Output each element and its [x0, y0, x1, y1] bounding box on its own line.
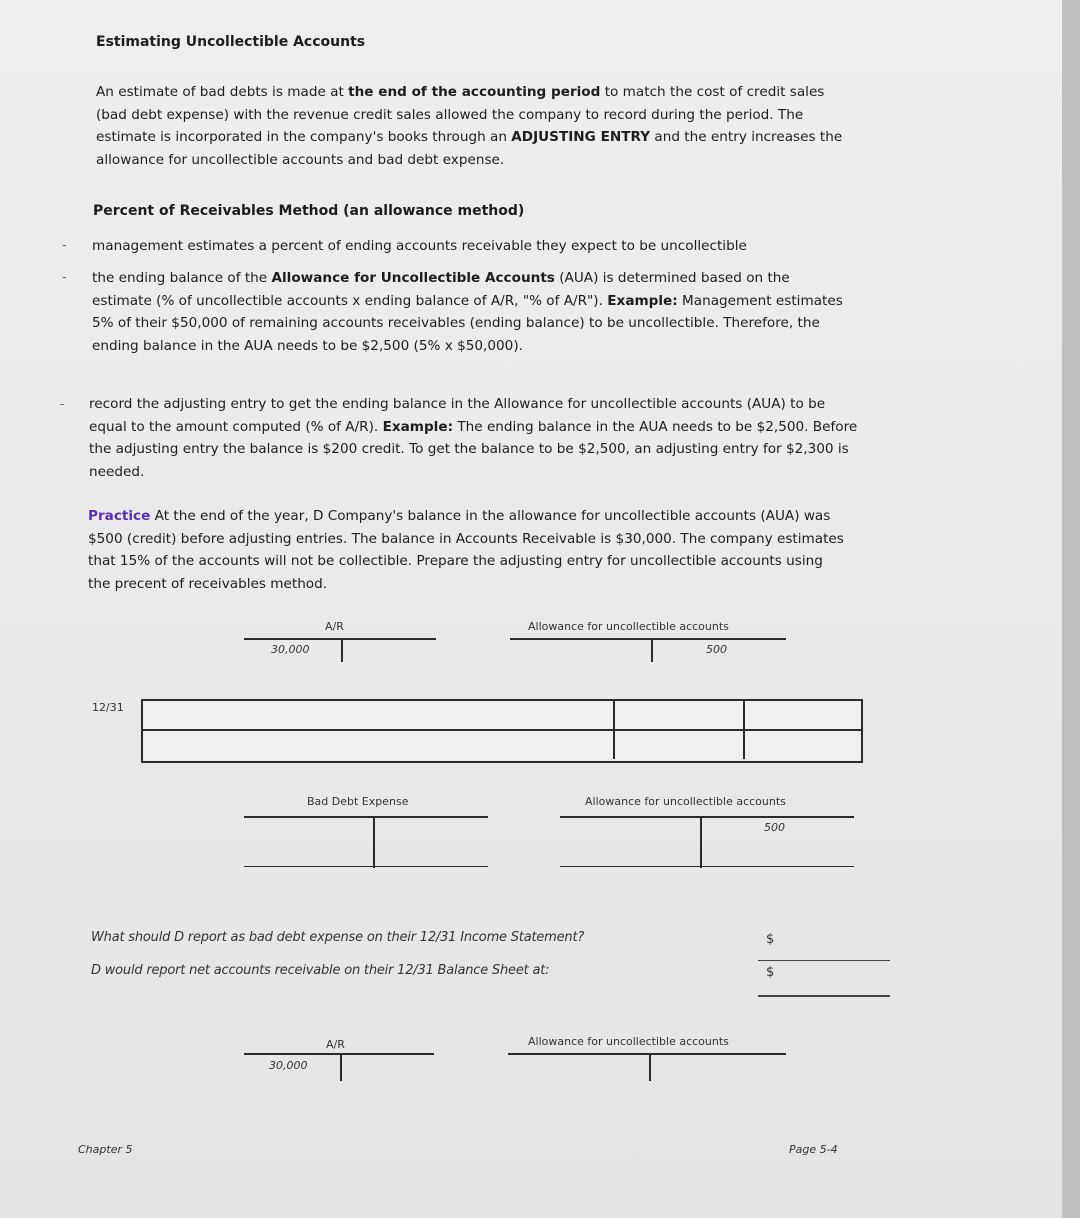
t-account-top-line — [244, 1053, 434, 1055]
footer-page-number: Page 5-4 — [789, 1143, 838, 1156]
dollar-sign: $ — [766, 932, 775, 947]
dollar-sign: $ — [766, 965, 775, 980]
journal-debit-cell[interactable] — [615, 731, 745, 759]
journal-row — [143, 731, 861, 759]
t-account-total-line — [244, 866, 488, 867]
right-scroll-strip — [1062, 0, 1080, 1218]
journal-credit-cell[interactable] — [745, 701, 861, 729]
bullet-dash: - — [60, 397, 65, 411]
bullet-dash: - — [62, 270, 67, 284]
answer-blank-net-receivable[interactable] — [758, 995, 890, 997]
question-net-receivable: D would report net accounts receivable on their 12/31 Balance Sheet at: — [91, 963, 550, 978]
t-account-debit-value: 30,000 — [271, 643, 310, 656]
t-account-divider — [373, 816, 375, 868]
journal-account-cell[interactable] — [143, 701, 615, 729]
bullet-dash: - — [62, 238, 67, 252]
t-account-title: A/R — [326, 1038, 345, 1051]
t-account-top-line — [560, 816, 854, 818]
journal-row — [143, 701, 861, 729]
t-account-divider — [651, 638, 653, 662]
page-title: Estimating Uncollectible Accounts — [96, 34, 366, 50]
journal-entry-table — [141, 699, 863, 763]
t-account-credit-value: 500 — [706, 643, 727, 656]
t-account-title: Allowance for uncollectible accounts — [585, 795, 786, 808]
journal-credit-cell[interactable] — [745, 731, 861, 759]
t-account-top-line — [244, 816, 488, 818]
bullet-1: management estimates a percent of ending accounts receivable they expect to be uncollectible — [92, 238, 747, 254]
intro-paragraph: An estimate of bad debts is made at the end of the accounting period to match the cost of credit sales (bad debt expense) with the revenue credit sales allowed the company to record during the period. The estimate is incorporated in the company's books through an ADJUSTING ENTRY and the entry increases the allowance for uncollectible accounts and bad debt expense. — [96, 84, 843, 168]
t-account-top-line — [510, 638, 786, 640]
t-account-total-line — [560, 866, 854, 867]
bullet-2: the ending balance of the Allowance for Uncollectible Accounts (AUA) is determined based on the estimate (% of uncollectible accounts x ending balance of A/R, "% of A/R"). Example: Management estimates 5% of their $50,000 of remaining accounts receivables (ending balance) to be uncollectible. Therefore, the ending balance in the AUA needs to be $2,500 (5% x $50,000). — [92, 270, 843, 354]
t-account-divider — [340, 1053, 342, 1081]
t-account-divider — [649, 1053, 651, 1081]
t-account-top-line — [244, 638, 436, 640]
journal-date: 12/31 — [92, 701, 124, 714]
method-heading: Percent of Receivables Method (an allowance method) — [93, 203, 525, 219]
t-account-title: A/R — [325, 620, 344, 633]
t-account-title: Bad Debt Expense — [307, 795, 409, 808]
t-account-title: Allowance for uncollectible accounts — [528, 1035, 729, 1048]
t-account-divider — [700, 816, 702, 868]
footer-chapter: Chapter 5 — [78, 1143, 133, 1156]
journal-debit-cell[interactable] — [615, 701, 745, 729]
answer-blank-bad-debt[interactable] — [758, 960, 890, 961]
t-account-top-line — [508, 1053, 786, 1055]
bullet-3: record the adjusting entry to get the ending balance in the Allowance for uncollectible accounts (AUA) to be equal to the amount computed (% of A/R). Example: The ending balance in the AUA needs to be $2,500. Before the adjusting entry the balance is $200 credit. To get the balance to be $2,500, an adjusting entry for $2,300 is needed. — [89, 396, 858, 480]
journal-account-cell[interactable] — [143, 731, 615, 759]
question-bad-debt-expense: What should D report as bad debt expense on their 12/31 Income Statement? — [91, 930, 585, 945]
t-account-divider — [341, 638, 343, 662]
t-account-title: Allowance for uncollectible accounts — [528, 620, 729, 633]
practice-problem: Practice At the end of the year, D Company's balance in the allowance for uncollectible accounts (AUA) was $500 (credit) before adjusting entries. The balance in Accounts Receivable is $30,000. The company estimates that 15% of the accounts will not be collectible. Prepare the adjusting entry for uncollectible accounts using the precent of receivables method. — [88, 508, 844, 592]
t-account-debit-value: 30,000 — [269, 1059, 308, 1072]
practice-label: Practice — [88, 508, 151, 524]
t-account-credit-value: 500 — [764, 821, 785, 834]
